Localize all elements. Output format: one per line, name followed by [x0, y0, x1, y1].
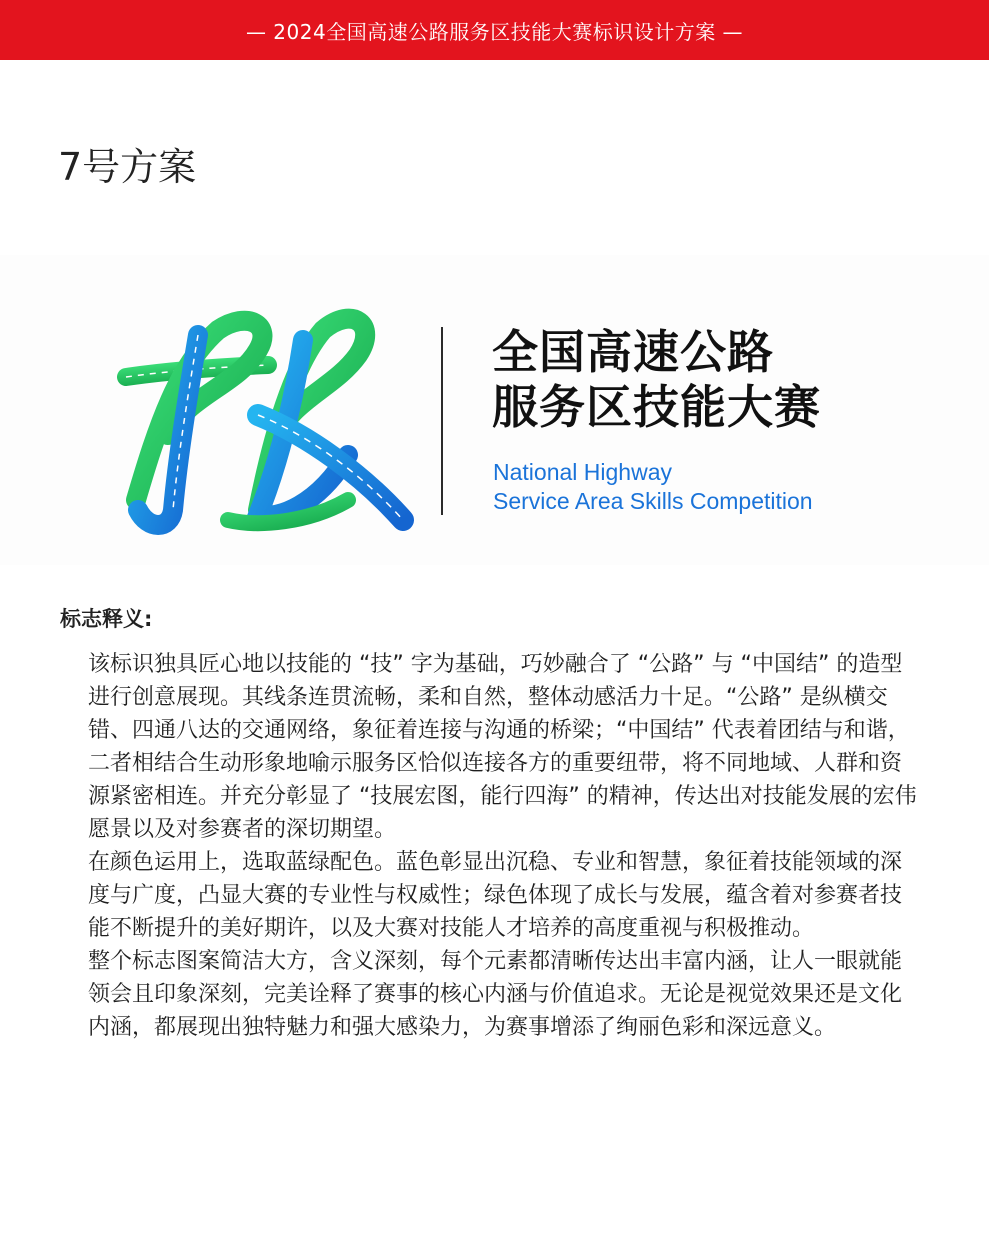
meaning-paragraph: 在颜色运用上，选取蓝绿配色。蓝色彰显出沉稳、专业和智慧，象征着技能领域的深度与广度，凸显大赛的专业性与权威性；绿色体现了成长与发展，蕴含着对参赛者技能不断提升的美好期许，以及大赛对技能人才培养的高度重视与积极推动。	[88, 850, 903, 941]
title-cn-line1: 全国高速公路	[492, 325, 774, 379]
meaning-paragraph: 整个标志图案简洁大方，含义深刻，每个元素都清晰传达出丰富内涵，让人一眼就能领会且印象深刻，完美诠释了赛事的核心内涵与价值追求。无论是视觉效果还是文化内涵，都展现出独特魅力和强大感染力，为赛事增添了绚丽色彩和深远意义。	[88, 949, 903, 1040]
skill-character-ribbon-emblem-icon	[108, 305, 418, 540]
meaning-label: 标志释义:	[60, 607, 153, 631]
logo-divider	[441, 327, 443, 515]
competition-title-en	[493, 458, 813, 516]
banner-text: — 2024全国高速公路服务区技能大赛标识设计方案 —	[245, 19, 744, 44]
title-cn-line2: 服务区技能大赛	[492, 380, 821, 434]
logo-area	[0, 255, 989, 565]
competition-title-cn	[492, 325, 821, 435]
title-en-line2: Service Area Skills Competition	[493, 488, 813, 514]
meaning-paragraph: 该标识独具匠心地以技能的 “技” 字为基础，巧妙融合了 “公路” 与 “中国结” 的造型进行创意展现。其线条连贯流畅，柔和自然，整体动感活力十足。“公路” 是纵横交错、四通八达的交通网络，象征着连接与沟通的桥梁；“中国结” 代表着团结与和谐，二者相结合生动形象地喻示服务区恰似连接各方的重要纽带，将不同地域、人群和资源紧密相连。并充分彰显了 “技展宏图，能行四海” 的精神，传达出对技能发展的宏伟愿景以及对参赛者的深切期望。	[88, 652, 917, 842]
scheme-title: 7号方案	[58, 145, 197, 189]
top-banner	[0, 0, 989, 60]
title-en-line1: National Highway	[493, 459, 672, 485]
meaning-body	[88, 648, 918, 1044]
